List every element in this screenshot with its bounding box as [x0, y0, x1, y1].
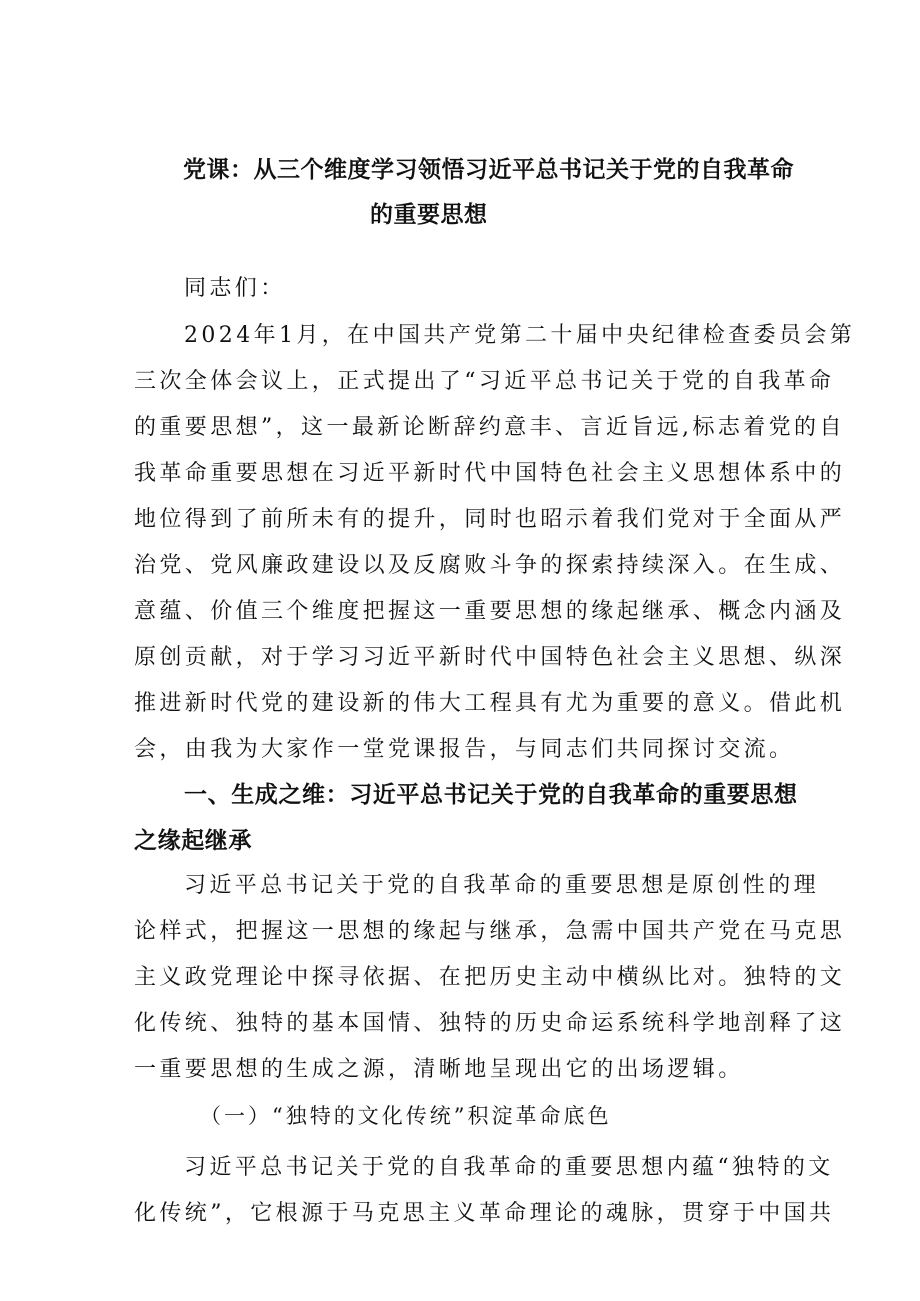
intro-line-2: 三次全体会议上，正式提出了“习近平总书记关于党的自我革命 [134, 369, 835, 394]
intro-line-5: 地位得到了前所未有的提升，同时也昭示着我们党对于全面从严 [134, 507, 846, 532]
intro-line-8: 原创贡献，对于学习习近平新时代中国特色社会主义思想、纵深 [134, 645, 846, 670]
document-title-line-2: 的重要思想 [370, 202, 488, 228]
intro-line-4: 我革命重要思想在习近平新时代中国特色社会主义思想体系中的 [134, 461, 846, 486]
subsection-1-line-2: 化传统”，它根源于马克思主义革命理论的魂脉，贯穿于中国共 [134, 1201, 835, 1226]
section-1-line-4: 化传统、独特的基本国情、独特的历史命运系统科学地剖释了这 [134, 1011, 846, 1036]
intro-line-3: 的重要思想”，这一最新论断辞约意丰、言近旨远,标志着党的自 [134, 415, 845, 440]
subsection-1-line-1: 习近平总书记关于党的自我革命的重要思想内蕴“独特的文 [184, 1155, 834, 1180]
intro-line-10: 会，由我为大家作一堂党课报告，与同志们共同探讨交流。 [134, 737, 795, 762]
intro-line-6: 治党、党风廉政建设以及反腐败斗争的探索持续深入。在生成、 [134, 553, 846, 578]
section-1-heading-line-2: 之缘起继承 [134, 828, 252, 854]
section-1-heading-line-1: 一、生成之维：习近平总书记关于党的自我革命的重要思想 [184, 782, 798, 808]
intro-line-1: 2024年1月，在中国共产党第二十届中央纪律检查委员会第 [184, 323, 856, 348]
section-1-line-3: 主义政党理论中探寻依据、在把历史主动中横纵比对。独特的文 [134, 965, 846, 990]
section-1-line-2: 论样式，把握这一思想的缘起与继承，急需中国共产党在马克思 [134, 919, 846, 944]
document-title-line-1: 党课：从三个维度学习领悟习近平总书记关于党的自我革命 [183, 157, 794, 183]
salutation: 同志们： [184, 276, 286, 301]
subsection-1-heading: （一）“独特的文化传统”积淀革命底色 [200, 1104, 612, 1128]
section-1-line-1: 习近平总书记关于党的自我革命的重要思想是原创性的理 [184, 873, 820, 898]
intro-line-9: 推进新时代党的建设新的伟大工程具有尤为重要的意义。借此机 [134, 691, 846, 716]
intro-line-7: 意蕴、价值三个维度把握这一重要思想的缘起继承、概念内涵及 [134, 599, 846, 624]
section-1-line-5: 一重要思想的生成之源，清晰地呈现出它的出场逻辑。 [134, 1057, 744, 1082]
